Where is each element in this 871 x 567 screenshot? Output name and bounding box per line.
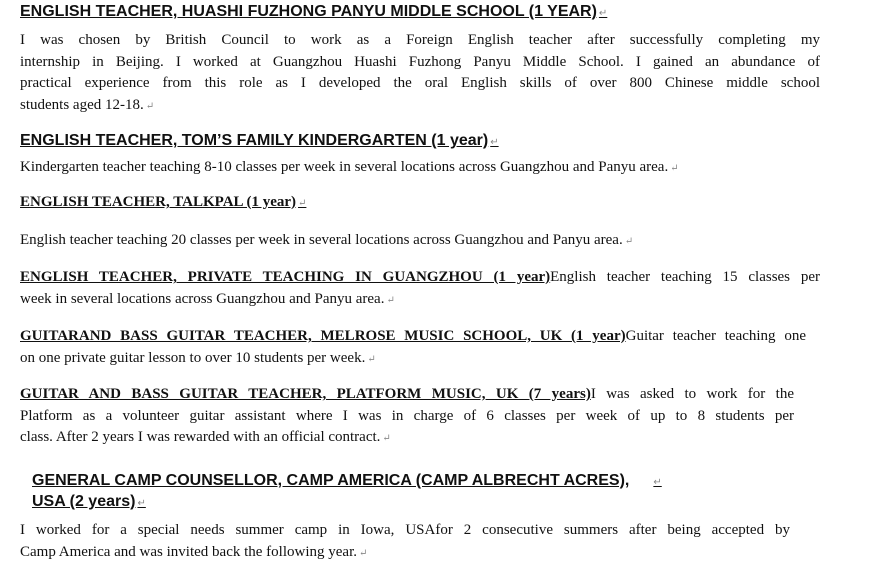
section-heading-platform: GUITAR AND BASS GUITAR TEACHER, PLATFORM MUSIC, UK (7 years) bbox=[20, 386, 591, 402]
section-body-melrose: Guitar teacher teaching one bbox=[625, 328, 806, 344]
section-body-platform: I was asked to work for the bbox=[590, 386, 794, 402]
section-heading-private: ENGLISH TEACHER, PRIVATE TEACHING IN GUANGZHOU (1 year) bbox=[20, 269, 551, 285]
section-heading-camp-line1: GENERAL CAMP COUNSELLOR, CAMP AMERICA (CAMP ALBRECHT ACRES), ↵ bbox=[32, 472, 662, 489]
section-heading-camp-line2: USA (2 years) ↵ bbox=[32, 493, 146, 510]
section-heading-talkpal: ENGLISH TEACHER, TALKPAL (1 year) ↵ bbox=[20, 194, 307, 210]
section-private-teaching: ENGLISH TEACHER, PRIVATE TEACHING IN GUANGZHOU (1 year)English teacher teaching 15 classes per week in several locations across Guangzhou and Panyu area. ↵ bbox=[20, 269, 820, 307]
section-heading-melrose: GUITARAND BASS GUITAR TEACHER, MELROSE MUSIC SCHOOL, UK (1 year) bbox=[20, 328, 626, 344]
section-body-talkpal: English teacher teaching 20 classes per week in several locations across Guangzhou and Panyu area. ↵ bbox=[20, 232, 634, 248]
section-melrose: GUITARAND BASS GUITAR TEACHER, MELROSE MUSIC SCHOOL, UK (1 year)Guitar teacher teaching one on one private guitar lesson to over 10 students per week. ↵ bbox=[20, 328, 806, 366]
section-body-toms: Kindergarten teacher teaching 8-10 classes per week in several locations across Guangzhou and Panyu area. ↵ bbox=[20, 159, 679, 175]
section-body-camp: I worked for a special needs summer camp in Iowa, USAfor 2 consecutive summers after being accepted by Camp America and was invited back the following year. ↵ bbox=[20, 522, 790, 560]
section-platform: GUITAR AND BASS GUITAR TEACHER, PLATFORM MUSIC, UK (7 years)I was asked to work for the Platform as a volunteer guitar assistant where I was in charge of 6 classes per week of up to 8 students per class. After 2 years I was rewarded with an official contract. ↵ bbox=[20, 386, 794, 445]
section-heading-huashi: ENGLISH TEACHER, HUASHI FUZHONG PANYU MIDDLE SCHOOL (1 YEAR) ↵ bbox=[20, 3, 608, 20]
section-body-private: English teacher teaching 15 classes per bbox=[550, 269, 820, 285]
section-heading-toms: ENGLISH TEACHER, TOM’S FAMILY KINDERGARTEN (1 year) ↵ bbox=[20, 132, 499, 149]
section-body-huashi: I was chosen by British Council to work as a Foreign English teacher after successfully completing my internship in Beijing. I worked at Guangzhou Huashi Fuzhong Panyu Middle School. I gained an abundance of practical experience from this role as I developed the oral English skills of over 800 Chinese middle school students aged 12-18. ↵ bbox=[20, 32, 820, 113]
